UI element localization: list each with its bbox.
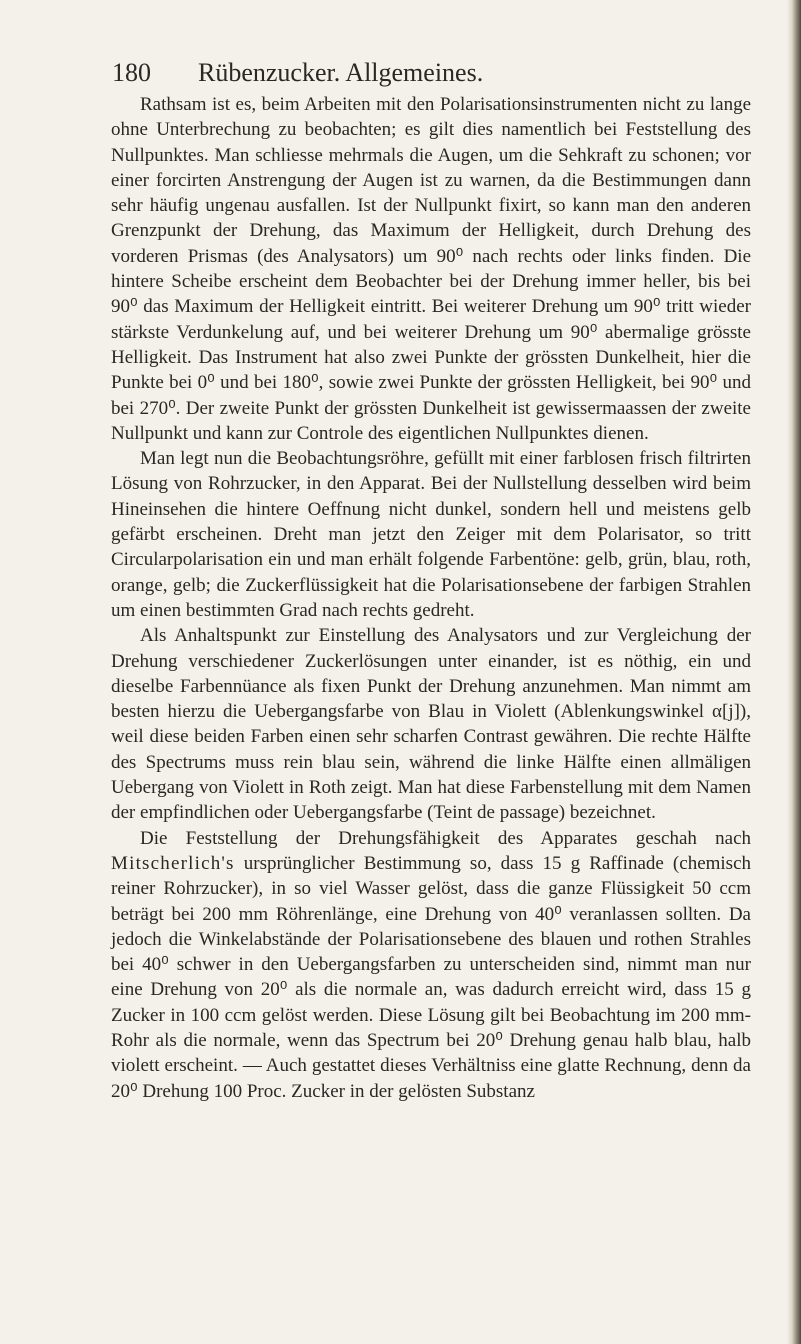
paragraph-4 <box>111 826 751 1104</box>
paragraph-1: Rathsam ist es, beim Arbeiten mit den Polarisationsinstrumenten nicht zu lange ohne Unterbrechung zu beobachten; es gilt dies namentlich bei Feststellung des Nullpunktes. Man schliesse mehrmals die Augen, um die Sehkraft zu schonen; vor einer forcirten Anstrengung der Augen ist zu warnen, da die Bestimmungen dann sehr häufig ungenau ausfallen. Ist der Nullpunkt fixirt, so kann man den anderen Grenzpunkt der Drehung, das Maximum der Helligkeit, durch Drehung des vorderen Prismas (des Analysators) um 90⁰ nach rechts oder links finden. Die hintere Scheibe erscheint dem Beobachter bei der Drehung immer heller, bis bei 90⁰ das Maximum der Helligkeit eintritt. Bei weiterer Drehung um 90⁰ tritt wieder stärkste Verdunkelung auf, und bei weiterer Drehung um 90⁰ abermalige grösste Helligkeit. Das Instrument hat also zwei Punkte der grössten Dunkelheit, hier die Punkte bei 0⁰ und bei 180⁰, sowie zwei Punkte der grössten Helligkeit, bei 90⁰ und bei 270⁰. Der zweite Punkt der grössten Dunkelheit ist gewissermaassen der zweite Nullpunkt und kann zur Controle des eigentlichen Nullpunktes dienen. <box>111 94 751 444</box>
paragraph-4-rest: ursprünglicher Bestimmung so, dass 15 g Raffinade (chemisch reiner Rohrzucker), in so viel Wasser gelöst, dass die ganze Flüssigkeit 50 ccm beträgt bei 200 mm Röhrenlänge, eine Drehung von 40⁰ veranlassen sollten. Da jedoch die Winkelabstände der Polarisationsebene des blauen und rothen Strahles bei 40⁰ schwer in den Uebergangsfarben zu unterscheiden sind, nimmt man nur eine Drehung von 20⁰ als die normale an, was dadurch erreicht wird, dass 15 g Zucker in 100 ccm gelöst werden. Diese Lösung gilt bei Beobachtung im 200 mm-Rohr als die normale, wenn das Spectrum bei 20⁰ Drehung genau halb blau, halb violett erscheint. — Auch gestattet dieses Verhältniss eine glatte Rechnung, denn da 20⁰ Drehung 100 Proc. Zucker in der gelösten Substanz <box>111 852 752 1102</box>
running-head <box>112 56 752 90</box>
body-text <box>111 92 751 1104</box>
paragraph-2: Man legt nun die Beobachtungsröhre, gefüllt mit einer farblosen frisch filtrirten Lösung von Rohrzucker, in den Apparat. Bei der Nullstellung desselben wird beim Hineinsehen die hintere Oeffnung nicht dunkel, sondern hell und meistens gelb gefärbt erscheinen. Dreht man jetzt den Zeiger mit dem Polarisator, so tritt Circularpolarisation ein und man erhält folgende Farbentöne: gelb, grün, blau, roth, orange, gelb; die Zuckerflüssigkeit hat die Polarisationsebene der farbigen Strahlen um einen bestimmten Grad nach rechts gedreht. <box>111 448 751 621</box>
paragraph-3: Als Anhaltspunkt zur Einstellung des Analysators und zur Vergleichung der Drehung verschiedener Zuckerlösungen unter einander, ist es nöthig, ein und dieselbe Farbennüance als fixen Punkt der Drehung anzunehmen. Man nimmt am besten hierzu die Uebergangsfarbe von Blau in Violett (Ablenkungswinkel α[j]), weil diese beiden Farben einen sehr scharfen Contrast gewähren. Die rechte Hälfte des Spectrums muss rein blau sein, während die linke Hälfte einen allmäligen Uebergang von Violett in Roth zeigt. Man hat diese Farbenstellung mit dem Namen der empfindlichen oder Uebergangsfarbe (Teint de passage) bezeichnet. <box>111 625 751 824</box>
page-number: 180 <box>112 58 151 87</box>
paragraph-4-start: Die Feststellung der Drehungsfähigkeit des Apparates geschah nach <box>140 827 751 849</box>
page-edge-shadow <box>787 0 801 1344</box>
running-title: Rübenzucker. Allgemeines. <box>198 58 484 87</box>
author-name: Mitscherlich's <box>111 852 235 874</box>
